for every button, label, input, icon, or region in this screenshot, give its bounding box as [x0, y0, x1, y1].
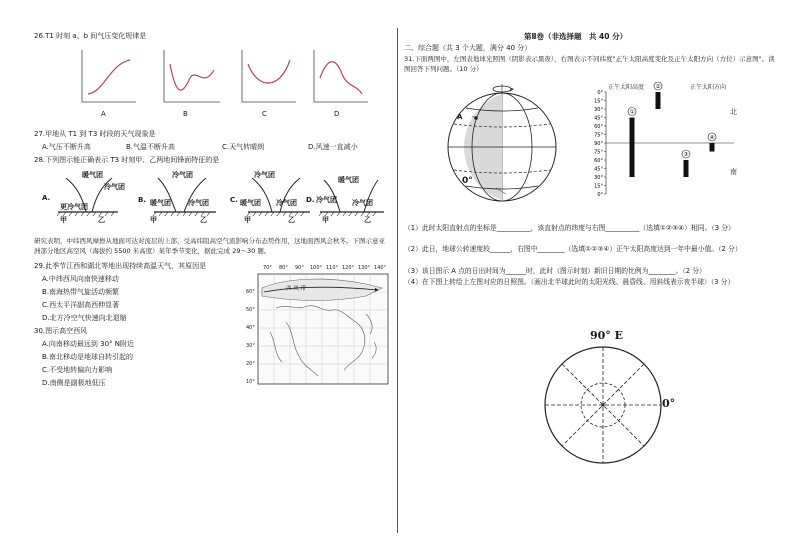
front-c-cold: 冷气团	[254, 171, 275, 179]
question-27: 27.甲地从 T1 到 T3 时段的天气现象是	[34, 130, 156, 138]
question-30: 30.图示高空西风	[34, 327, 88, 335]
map-lat-20: 20°	[246, 361, 255, 367]
globe-illumination-figure	[432, 78, 574, 208]
option-c-label: C	[262, 110, 267, 118]
map-lon-130: 130°	[358, 265, 371, 271]
q28-option-b: B.	[138, 196, 146, 204]
q29-option-b: B.南海热带气旋活动频繁	[42, 288, 120, 296]
bar-title-direction: 正午太阳方向	[690, 84, 727, 91]
map-lon-110: 110°	[326, 265, 339, 271]
q30-option-a: A.向南移动最远到 30° N附近	[42, 340, 134, 348]
polar-projection-drawing[interactable]	[538, 342, 668, 472]
globe-point-a: A	[457, 113, 463, 121]
altitude-bar-3	[684, 160, 689, 177]
map-lon-70: 70°	[263, 265, 272, 271]
bar-south-label: 南	[730, 168, 737, 176]
bar-marker-label: ④	[709, 135, 715, 141]
altitude-bar-1	[630, 118, 635, 178]
bar-tick-label: 75°	[594, 149, 603, 156]
front-b-warm: 暖气团	[150, 199, 171, 207]
sub-question-1: （1）此时太阳直射点的坐标是__________，该直射点的纬度与右图__________（选填①②③④）相同。（3 分）	[404, 224, 735, 232]
option-d-label: D	[334, 110, 340, 118]
front-d-cold: 冷气团	[316, 196, 337, 204]
bar-marker-label: ②	[655, 84, 661, 90]
bar-tick-label: 15°	[594, 183, 603, 190]
front-d-cold2: 冷气团	[352, 199, 373, 207]
front-a-morecold: 更冷气团	[60, 203, 88, 211]
bar-title-altitude: 正午太阳高度	[608, 84, 645, 91]
option-b-label: B	[183, 110, 188, 118]
bar-tick-label: 90°	[594, 140, 603, 147]
bar-tick-label: 60°	[594, 157, 603, 164]
bar-north-label: 北	[730, 108, 737, 116]
front-b-yi: 乙	[200, 216, 207, 224]
q29-option-a: A.中纬西风向南快速移动	[42, 275, 119, 283]
front-b-jia: 甲	[150, 216, 157, 224]
bar-marker-label: ①	[629, 109, 635, 116]
pressure-curves-figure	[66, 44, 376, 124]
bar-tick-label: 15°	[594, 98, 603, 105]
q29-option-c: C.西太平洋副高西伸显著	[42, 301, 120, 309]
q30-option-c: C.不受地转偏向力影响	[42, 366, 113, 374]
front-c-jia: 甲	[244, 216, 251, 224]
bar-tick-label: 45°	[594, 115, 603, 122]
q27-option-a: A.气压不断升高	[42, 143, 91, 151]
globe-zero-label: 0°	[462, 176, 473, 186]
map-lat-10: 10°	[246, 379, 255, 385]
question-28: 28.下列图示能正确表示 T3 时刻甲、乙两地间锋面特征的是	[34, 156, 220, 164]
section-title: 第Ⅱ卷（非选择题 共 40 分）	[524, 32, 628, 41]
map-band-label: 西 风 带	[286, 286, 306, 292]
front-c-cold2: 冷气团	[276, 199, 297, 207]
front-d-yi: 乙	[364, 216, 371, 224]
front-a-warm: 暖气团	[82, 171, 103, 179]
front-a-jia: 甲	[60, 216, 67, 224]
bar-marker-label: ③	[683, 152, 689, 158]
westerlies-map	[246, 262, 394, 392]
q30-option-d: D.南侧是副极地低压	[42, 379, 106, 387]
curve-panel-c	[242, 50, 296, 102]
question-31: 31.下面两图中，左图表地球光照图（阴影表示黑夜），右图表示不同纬度"正午太阳高度变化及正午太阳方向（方位）示意图"。读图回答下列问题。（10 分）	[404, 55, 775, 73]
map-lat-50: 50°	[246, 307, 255, 313]
map-lon-80: 80°	[279, 265, 288, 271]
q27-option-d: D.风速一直减小	[308, 143, 358, 151]
q30-option-b: B.南北移动是地球自转引起的	[42, 353, 134, 361]
front-c-yi: 乙	[288, 216, 295, 224]
option-a-label: A	[101, 110, 106, 118]
map-lon-100: 100°	[310, 265, 323, 271]
curve-panel-d	[314, 50, 368, 102]
q28-option-c: C.	[230, 196, 238, 204]
map-lon-90: 90°	[295, 265, 304, 271]
noon-altitude-chart	[584, 82, 744, 200]
map-lon-140: 140°	[374, 265, 387, 271]
polar-top-label: 90° E	[590, 329, 624, 342]
sub-question-4: （4）在下图上转绘上左图对应的日照图。（画出北半球此时的太阳光线、晨昏线、用斜线表示夜半球）（3 分）	[404, 278, 735, 286]
altitude-bar-2	[656, 92, 661, 109]
map-lat-40: 40°	[246, 325, 255, 331]
bar-tick-label: 30°	[594, 174, 603, 181]
q28-option-a: A.	[42, 194, 51, 202]
front-b-cold2: 冷气团	[188, 199, 209, 207]
altitude-bar-4	[710, 143, 715, 152]
front-diagram-c	[247, 178, 310, 216]
front-a-cold: 冷气团	[104, 183, 125, 191]
map-lon-120: 120°	[342, 265, 355, 271]
section-subheading: 二、综合题（共 3 个大题，满分 40 分）	[404, 44, 532, 52]
map-lat-60: 60°	[246, 289, 255, 295]
bar-tick-label: 30°	[594, 106, 603, 113]
polar-right-label: 0°	[662, 397, 676, 410]
column-divider	[397, 28, 398, 533]
map-lat-30: 30°	[246, 343, 255, 349]
sub-question-3: （3）该日图示 A 点的日出时间为______时，此时（图示时刻）新旧日期的比例为________。（2 分）	[404, 267, 706, 275]
bar-tick-label: 60°	[594, 123, 603, 130]
front-c-warm: 暖气团	[240, 199, 261, 207]
q27-option-b: B.气温不断升高	[126, 143, 176, 151]
bar-tick-label: 45°	[594, 166, 603, 173]
curve-panel-a	[82, 50, 136, 102]
question-26: 26.T1 时刻 a、b 间气压变化规律是	[34, 32, 147, 40]
bar-tick-label: 75°	[594, 132, 603, 139]
bar-tick-label: 0°	[597, 89, 603, 96]
sub-question-2: （2）此日，地球公转速度较______，右图中________（选填①②③④）正午太阳高度达到一年中最小值。（2 分）	[404, 245, 742, 253]
front-d-jia: 甲	[322, 216, 329, 224]
bar-tick-label: 0°	[597, 191, 603, 198]
q28-option-d: D.	[306, 196, 315, 204]
front-d-warm: 暖气团	[338, 176, 359, 184]
q27-option-c: C.天气转晴朗	[222, 143, 265, 151]
front-a-yi: 乙	[98, 216, 105, 224]
q29-option-d: D.北方冷空气快速向北退缩	[42, 314, 127, 322]
question-29: 29.此季节江西和湖北等地出现持续高温天气，其原因是	[34, 262, 207, 270]
front-diagram-b	[153, 178, 216, 216]
passage-text: 研究表明，中纬西风摩擦从地面可达对流层的上部，受高纬阻高空气流影响分布态势作用，这地面西风会秋冬。下图示意亚洲部分地区高空风（海拔约 5500 米高度）某年季节变化，据此完成 29～30 题。	[34, 237, 385, 256]
front-b-cold: 冷气团	[172, 171, 193, 179]
curve-panel-b	[164, 50, 220, 102]
